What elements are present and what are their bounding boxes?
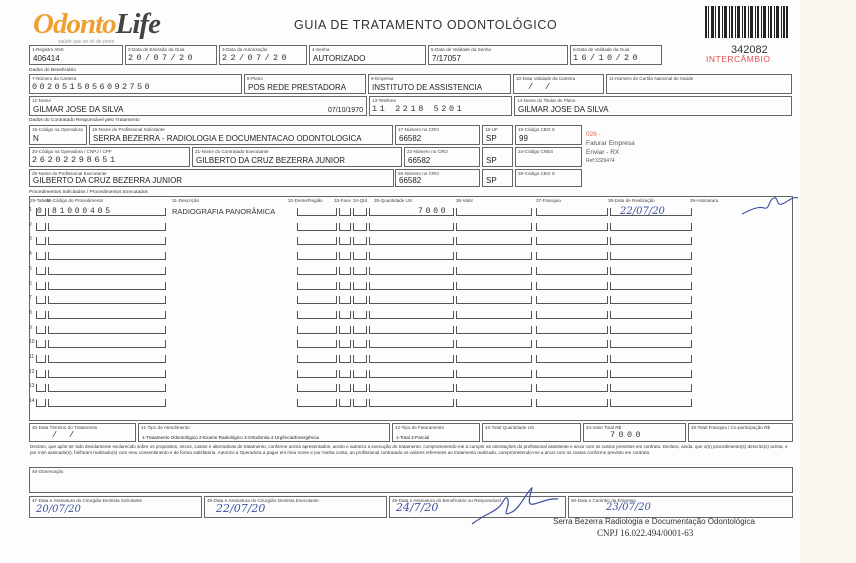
section-beneficiario: Dados do Beneficiário xyxy=(29,68,76,73)
table-cell xyxy=(297,267,337,275)
row-number: 10 xyxy=(29,339,35,346)
table-cell xyxy=(536,370,608,378)
row-tabela: 0 xyxy=(37,207,45,216)
table-cell xyxy=(48,223,166,231)
table-cell xyxy=(297,296,337,304)
table-cell xyxy=(339,370,351,378)
table-cell xyxy=(610,296,692,304)
table-cell xyxy=(610,384,692,392)
empresa-field: 9-Empresa INSTITUTO DE ASSISTENCIA xyxy=(368,74,511,94)
row-codigo: 81000405 xyxy=(52,207,113,216)
table-cell xyxy=(36,399,46,407)
table-cell xyxy=(610,267,692,275)
table-cell xyxy=(536,355,608,363)
table-cell xyxy=(36,252,46,260)
table-cell xyxy=(369,252,454,260)
table-cell xyxy=(339,267,351,275)
table-cell xyxy=(610,399,692,407)
cnes-field: 24-Código CNES xyxy=(515,147,582,167)
table-cell xyxy=(610,252,692,260)
row-number: 1 xyxy=(29,207,32,213)
table-cell xyxy=(353,267,367,275)
table-cell xyxy=(339,237,351,245)
cnpj-field: 20-Código na Operadora / CNPJ / CPF 26202298651 xyxy=(29,147,190,167)
table-cell xyxy=(536,252,608,260)
table-cell xyxy=(297,370,337,378)
row-number: 3 xyxy=(29,236,32,243)
table-cell xyxy=(353,311,367,319)
table-cell xyxy=(369,237,454,245)
row-number: 6 xyxy=(29,280,32,287)
faturamento-field: 42-Tipo de Faturamento 1-Total 2-Parcial xyxy=(392,423,480,442)
row-number: 2 xyxy=(29,221,32,228)
table-cell xyxy=(456,399,532,407)
uf2-field: SP xyxy=(482,147,513,167)
table-cell xyxy=(353,208,367,216)
table-cell xyxy=(353,370,367,378)
cns-field: 11-Número do Cartão Nacional de Saúde xyxy=(606,74,792,94)
table-cell xyxy=(339,311,351,319)
table-cell xyxy=(456,296,532,304)
table-cell xyxy=(353,296,367,304)
table-cell xyxy=(536,296,608,304)
table-cell xyxy=(48,267,166,275)
senha-field: 4-Senha AUTORIZADO xyxy=(309,45,426,65)
odontolife-logo: OdontoLife xyxy=(33,8,160,40)
cro-field: 17-Número no CRO 66582 xyxy=(395,125,480,145)
valor-total-field: 44-Valor Total R$ 7000 xyxy=(583,423,686,442)
table-cell xyxy=(353,355,367,363)
table-cell xyxy=(36,267,46,275)
table-cell xyxy=(456,355,532,363)
table-cell xyxy=(456,370,532,378)
table-header-cell: 30-Código do Procedimento xyxy=(46,198,104,203)
table-cell xyxy=(48,355,166,363)
table-cell xyxy=(536,267,608,275)
table-cell xyxy=(339,384,351,392)
table-cell xyxy=(536,223,608,231)
validade-senha-field: 5-Data de Validade da Senha 7/17057 xyxy=(428,45,568,65)
row-number: 5 xyxy=(29,265,32,272)
emissao-field: 2-Data de Emissão da Guia 20/07/20 xyxy=(125,45,217,65)
table-cell xyxy=(353,282,367,290)
assinatura-executante-field: 48-Data e Assinatura do Cirurgião-Dentista Executante xyxy=(204,496,387,518)
cro2-field: 22-Número no CRO 66582 xyxy=(404,147,480,167)
titular-field: 14-Nome do Titular do Plano GILMAR JOSE DA SILVA xyxy=(514,96,792,116)
table-cell xyxy=(369,326,454,334)
table-cell xyxy=(339,252,351,260)
table-cell xyxy=(297,326,337,334)
section-procedimentos: Procedimentos Solicitados / Procedimentos Executados xyxy=(29,190,148,195)
table-cell xyxy=(36,326,46,334)
row-number: 9 xyxy=(29,324,32,331)
table-header-cell: 32-Dente/Região xyxy=(288,198,323,203)
table-cell xyxy=(610,340,692,348)
table-cell xyxy=(297,252,337,260)
table-cell xyxy=(369,370,454,378)
side-notes: 026 - Faturar Empresa Enviar - RX Ref:3329474 xyxy=(586,131,635,164)
table-cell xyxy=(536,237,608,245)
table-cell xyxy=(48,237,166,245)
table-cell xyxy=(297,355,337,363)
table-header-cell: 33-Face xyxy=(334,198,351,203)
table-cell xyxy=(456,208,532,216)
carimbo-empresa-field: 50-Data e Carimbo da Empresa xyxy=(568,496,793,518)
table-cell xyxy=(36,340,46,348)
company-stamp-name: Serra Bezerra Radiologia e Documentação Odontológica xyxy=(553,517,755,526)
logo-tagline: saúde que se vê de perto xyxy=(58,39,115,45)
table-cell xyxy=(369,399,454,407)
table-header-cell: 37-Franquia xyxy=(536,198,561,203)
table-cell xyxy=(536,282,608,290)
table-cell xyxy=(456,282,532,290)
handwritten-date-solicitante: 20/07/20 xyxy=(36,504,81,515)
table-cell xyxy=(297,208,337,216)
row-signature xyxy=(740,192,800,218)
guide-number: 342082 xyxy=(731,44,768,56)
cbo2-field: 28-Código CBO S xyxy=(515,169,582,187)
table-cell xyxy=(36,355,46,363)
table-header-cell: 39-Assinatura xyxy=(690,198,719,203)
scan-margin xyxy=(800,0,856,563)
row-valor: 7000 xyxy=(418,207,449,216)
table-cell xyxy=(369,223,454,231)
row-number: 12 xyxy=(29,368,35,375)
table-cell xyxy=(353,252,367,260)
table-cell xyxy=(297,399,337,407)
table-header-cell: 31-Descrição xyxy=(172,198,200,203)
row-number: 13 xyxy=(29,383,35,390)
table-cell xyxy=(353,237,367,245)
uf-field: 18-UF SP xyxy=(482,125,513,145)
table-cell xyxy=(610,326,692,334)
termino-field: 40-Data Término do Tratamento / / xyxy=(29,423,136,442)
table-cell xyxy=(353,340,367,348)
table-cell xyxy=(48,340,166,348)
profissional-executante-field: 25-Nome do Profissional Executante GILBERTO DA CRUZ BEZERRA JUNIOR xyxy=(29,169,394,187)
row-number: 14 xyxy=(29,398,35,405)
beneficiary-signature xyxy=(470,484,560,534)
table-cell xyxy=(369,384,454,392)
table-cell xyxy=(36,237,46,245)
table-cell xyxy=(610,311,692,319)
plano-field: 8-Plano POS REDE PRESTADORA xyxy=(244,74,366,94)
registro-ans-field: 1-Registro ANS 406414 xyxy=(29,45,123,65)
document-title: GUIA DE TRATAMENTO ODONTOLÓGICO xyxy=(294,18,558,32)
table-header-cell: 35-Quantidade US xyxy=(374,198,413,203)
section-contratado: Dados do Contratado Responsável pelo Tratamento xyxy=(29,118,140,123)
table-cell xyxy=(339,208,351,216)
total-us-field: 43-Total Quantidade US xyxy=(482,423,581,442)
table-cell xyxy=(369,267,454,275)
table-cell xyxy=(48,326,166,334)
row-descricao: RADIOGRAFIA PANORÂMICA xyxy=(172,207,276,216)
table-cell xyxy=(456,267,532,275)
table-cell xyxy=(536,208,608,216)
table-cell xyxy=(610,282,692,290)
table-cell xyxy=(456,237,532,245)
handwritten-date-row1: 22/07/20 xyxy=(620,206,665,217)
row-number: 7 xyxy=(29,295,32,302)
table-cell xyxy=(353,326,367,334)
table-cell xyxy=(36,223,46,231)
row-number: 11 xyxy=(29,354,35,360)
company-stamp-cnpj: CNPJ 16.022.494/0001-63 xyxy=(597,528,694,538)
table-cell xyxy=(297,384,337,392)
cro3-field: 26-Número no CRO 66582 xyxy=(395,169,480,187)
table-cell xyxy=(339,399,351,407)
table-cell xyxy=(339,223,351,231)
row-number: 8 xyxy=(29,309,32,316)
row-number: 4 xyxy=(29,251,32,258)
table-cell xyxy=(536,340,608,348)
handwritten-date-carimbo: 23/07/20 xyxy=(606,502,651,513)
table-cell xyxy=(369,311,454,319)
table-cell xyxy=(369,296,454,304)
table-cell xyxy=(297,340,337,348)
table-cell xyxy=(536,399,608,407)
table-header-cell: 29-Tabela xyxy=(30,198,51,203)
table-cell xyxy=(48,384,166,392)
table-cell xyxy=(36,311,46,319)
table-cell xyxy=(353,384,367,392)
cbo-field: 19-Código CBO S 99 xyxy=(515,125,582,145)
table-cell xyxy=(297,223,337,231)
table-cell xyxy=(610,370,692,378)
table-cell xyxy=(353,399,367,407)
contratado-executante-field: 21-Nome do Contratado Executante GILBERTO DA CRUZ BEZERRA JUNIOR xyxy=(192,147,402,167)
table-cell xyxy=(48,296,166,304)
table-header-cell: 36-Valor xyxy=(456,198,474,203)
table-cell xyxy=(456,340,532,348)
intercambio-mark: INTERCÂMBIO xyxy=(706,54,771,64)
table-cell xyxy=(456,223,532,231)
telefone-field: 13-Telefone 11 2218 5201 xyxy=(369,96,512,116)
table-cell xyxy=(536,326,608,334)
table-cell xyxy=(48,282,166,290)
table-cell xyxy=(369,282,454,290)
table-cell xyxy=(297,311,337,319)
table-cell xyxy=(456,384,532,392)
table-cell xyxy=(48,370,166,378)
table-cell xyxy=(610,237,692,245)
codigo-operadora-field: 15-Código na Operadora N xyxy=(29,125,87,145)
carteira-field: 7-Número da Carteira 0020515056092750 xyxy=(29,74,242,94)
table-cell xyxy=(48,399,166,407)
table-cell xyxy=(48,252,166,260)
validade-carteira-field: 10-Data Validade da Carteira / / xyxy=(513,74,604,94)
table-cell xyxy=(353,223,367,231)
table-header-cell: 34-Qtd xyxy=(353,198,368,203)
table-cell xyxy=(456,326,532,334)
table-cell xyxy=(536,384,608,392)
table-cell xyxy=(610,355,692,363)
table-cell xyxy=(297,237,337,245)
table-cell xyxy=(36,282,46,290)
table-cell xyxy=(456,311,532,319)
validade-guia-field: 6-Data de Validade da Guia 16/10/20 xyxy=(570,45,662,65)
tipo-atendimento-field: 41-Tipo de Atendimento 1-Tratamento Odontológico 2-Exame Radiológico 3-Ortodontia 4-Urgência/Emergência xyxy=(138,423,390,442)
handwritten-date-executante: 22/07/20 xyxy=(216,502,266,515)
nome-beneficiario-field: 12-Nome GILMAR JOSE DA SILVA 07/10/1970 xyxy=(29,96,367,116)
observacao-field: 46-Observação xyxy=(29,467,793,493)
table-cell xyxy=(339,282,351,290)
table-cell xyxy=(36,296,46,304)
handwritten-date-beneficiario: 24/7/20 xyxy=(396,501,439,514)
table-cell xyxy=(339,355,351,363)
table-cell xyxy=(36,384,46,392)
table-cell xyxy=(610,223,692,231)
declaration-text: Declaro, que após ter sido devidamente esclarecido sobre os propósitos, riscos, custos e alternativas de tratamento, conforme acima apresentados, aceito e autorizo a execução do tratamento, comprometendo-me a cumprir as orientações do profissional assistente e arcar com os custos previstos em contrato. Declaro, ainda, que o(s) procedimento(s) descrito(s) acima, e por mim assinado(s), foi/foram realizado(s) com meu consentimento e de forma satisfatória. Autorizo a Operadora a pagar em meu nome e por minha conta, ao profissional contratado os valores referentes ao tratamento realizado, comprometendo-me a arcar com os custos conforme previsto em contrato. xyxy=(30,444,788,456)
uf3-field: SP xyxy=(482,169,513,187)
profissional-solicitante-field: 16-Nome do Profissional Solicitante SERRA BEZERRA - RADIOLOGIA E DOCUMENTACAO ODONTOLOGICA xyxy=(89,125,393,145)
autorizacao-field: 3-Data da Autorização 22/07/20 xyxy=(219,45,307,65)
assinatura-beneficiario-field: 49-Data e Assinatura do Beneficiário ou Responsável xyxy=(389,496,566,518)
table-cell xyxy=(36,370,46,378)
table-cell xyxy=(297,282,337,290)
table-cell xyxy=(456,252,532,260)
assinatura-solicitante-field: 47-Data e Assinatura do Cirurgião-Dentista Solicitante xyxy=(29,496,202,518)
table-cell xyxy=(369,340,454,348)
table-cell xyxy=(339,326,351,334)
table-cell xyxy=(536,311,608,319)
barcode-icon xyxy=(705,6,788,38)
table-cell xyxy=(48,311,166,319)
table-header-cell: 38-Data de Realização xyxy=(608,198,655,203)
franquia-total-field: 45-Total Franquia / Co-participação R$ xyxy=(688,423,793,442)
table-cell xyxy=(339,340,351,348)
table-cell xyxy=(369,355,454,363)
table-cell xyxy=(339,296,351,304)
